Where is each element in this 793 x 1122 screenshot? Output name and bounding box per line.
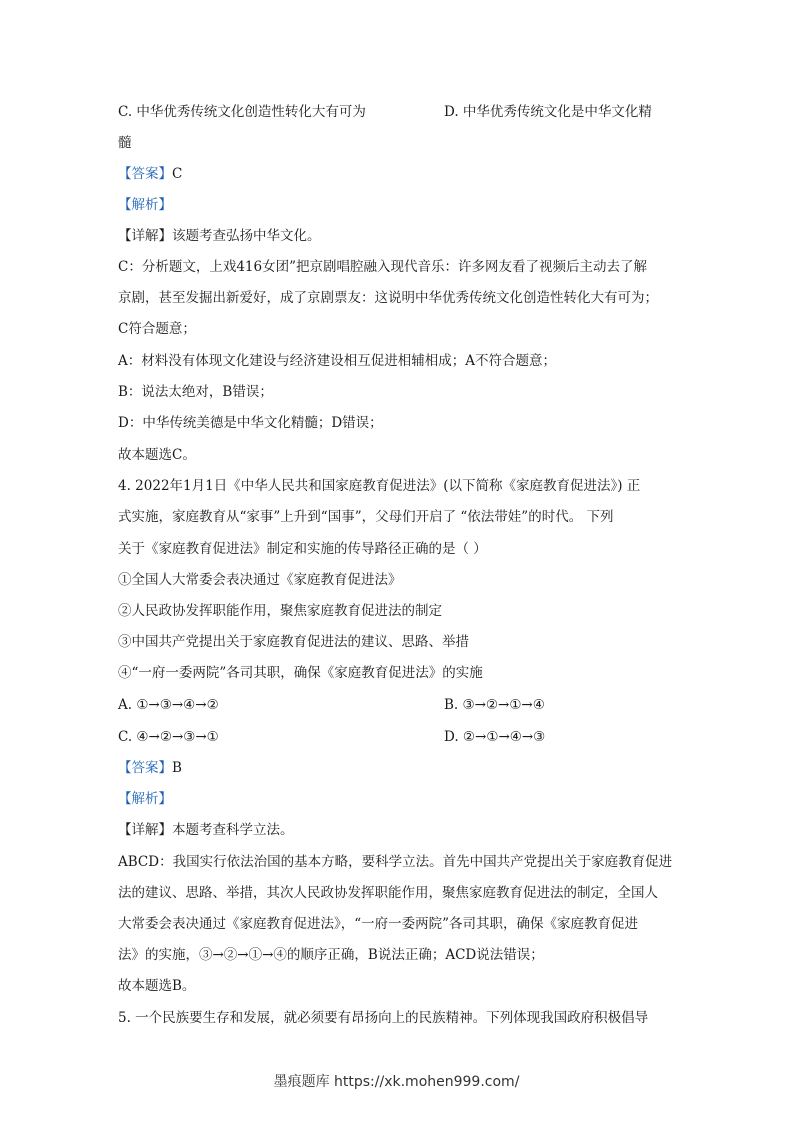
answer-value: C [172,166,183,182]
q4-item: ①全国人大常委会表决通过《家庭教育促进法》 [118,572,402,588]
q4-item: ④“一府一委两院”各司其职，确保《家庭教育促进法》的实施 [118,665,483,681]
q3-explain-line: C符合题意； [118,321,196,337]
q4-explain-line: 法》的实施，③→②→①→④的顺序正确，B说法正确；ACD说法错误； [118,947,544,963]
q3-explain-line: 故本题选C。 [118,447,196,463]
q4-explain-line: 故本题选B。 [118,978,196,994]
q4-option-b: B. ③→②→①→④ [444,697,545,713]
q4-explain-line: 大常委会表决通过《家庭教育促进法》，“一府一委两院”各司其职，确保《家庭教育促进 [118,916,639,932]
q4-item: ②人民政协发挥职能作用，聚焦家庭教育促进法的制定 [118,603,442,619]
q4-answer [118,759,182,777]
detail-tag: 【详解】 [118,822,172,838]
q4-stem-line: 式实施，家庭教育从“家事”上升到“国事”，父母们开启了 “依法带娃”的时代。 下列 [118,509,614,525]
detail-text: 本题考查科学立法。 [172,822,294,838]
q4-option-c: C. ④→②→③→① [118,729,219,745]
q4-detail [118,821,294,839]
detail-text: 该题考查弘扬中华文化。 [172,228,321,244]
q3-option-c: C. 中华优秀传统文化创造性转化大有可为 [118,104,366,120]
q3-explain-line: C：分析题文，上戏416女团”把京剧唱腔融入现代音乐：许多网友看了视频后主动去了解 [118,259,647,275]
answer-tag: 【答案】 [118,166,172,182]
q4-option-a: A. ①→③→④→② [118,697,219,713]
q3-answer [118,165,182,183]
q4-stem-line: 4. 2022年1月1日《中华人民共和国家庭教育促进法》(以下简称《家庭教育促进法》) 正 [118,478,641,494]
q3-detail [118,227,321,245]
q4-option-d: D. ②→①→④→③ [444,729,546,745]
answer-tag: 【答案】 [118,760,172,776]
answer-value: B [172,760,182,776]
q3-option-d-cont: 髓 [118,135,132,151]
q4-analysis-tag: 【解析】 [118,791,172,807]
page-footer-watermark: 墨痕题库 https://xk.mohen999.com/ [273,1074,520,1090]
q3-explain-line: 京剧，甚至发掘出新爱好，成了京剧票友：这说明中华优秀传统文化创造性转化大有可为； [118,290,658,306]
q3-explain-line: B：说法太绝对，B错误； [118,384,273,400]
q3-option-d: D. 中华优秀传统文化是中华文化精 [444,104,652,120]
q4-stem-line: 关于《家庭教育促进法》制定和实施的传导路径正确的是（ ） [118,541,487,557]
q3-explain-line: D：中华传统美德是中华文化精髓；D错误； [118,415,383,431]
detail-tag: 【详解】 [118,228,172,244]
q3-analysis-tag: 【解析】 [118,197,172,213]
q4-explain-line: 法的建议、思路、举措，其次人民政协发挥职能作用，聚焦家庭教育促进法的制定，全国人 [118,885,658,901]
q3-explain-line: A：材料没有体现文化建设与经济建设相互促进相辅相成；A不符合题意； [118,353,556,369]
q4-item: ③中国共产党提出关于家庭教育促进法的建议、思路、举措 [118,634,469,650]
q4-explain-line: ABCD：我国实行依法治国的基本方略，要科学立法。首先中国共产党提出关于家庭教育促进 [118,854,673,870]
q5-stem-line: 5. 一个民族要生存和发展，就必须要有昂扬向上的民族精神。下列体现我国政府积极倡导 [118,1010,649,1026]
